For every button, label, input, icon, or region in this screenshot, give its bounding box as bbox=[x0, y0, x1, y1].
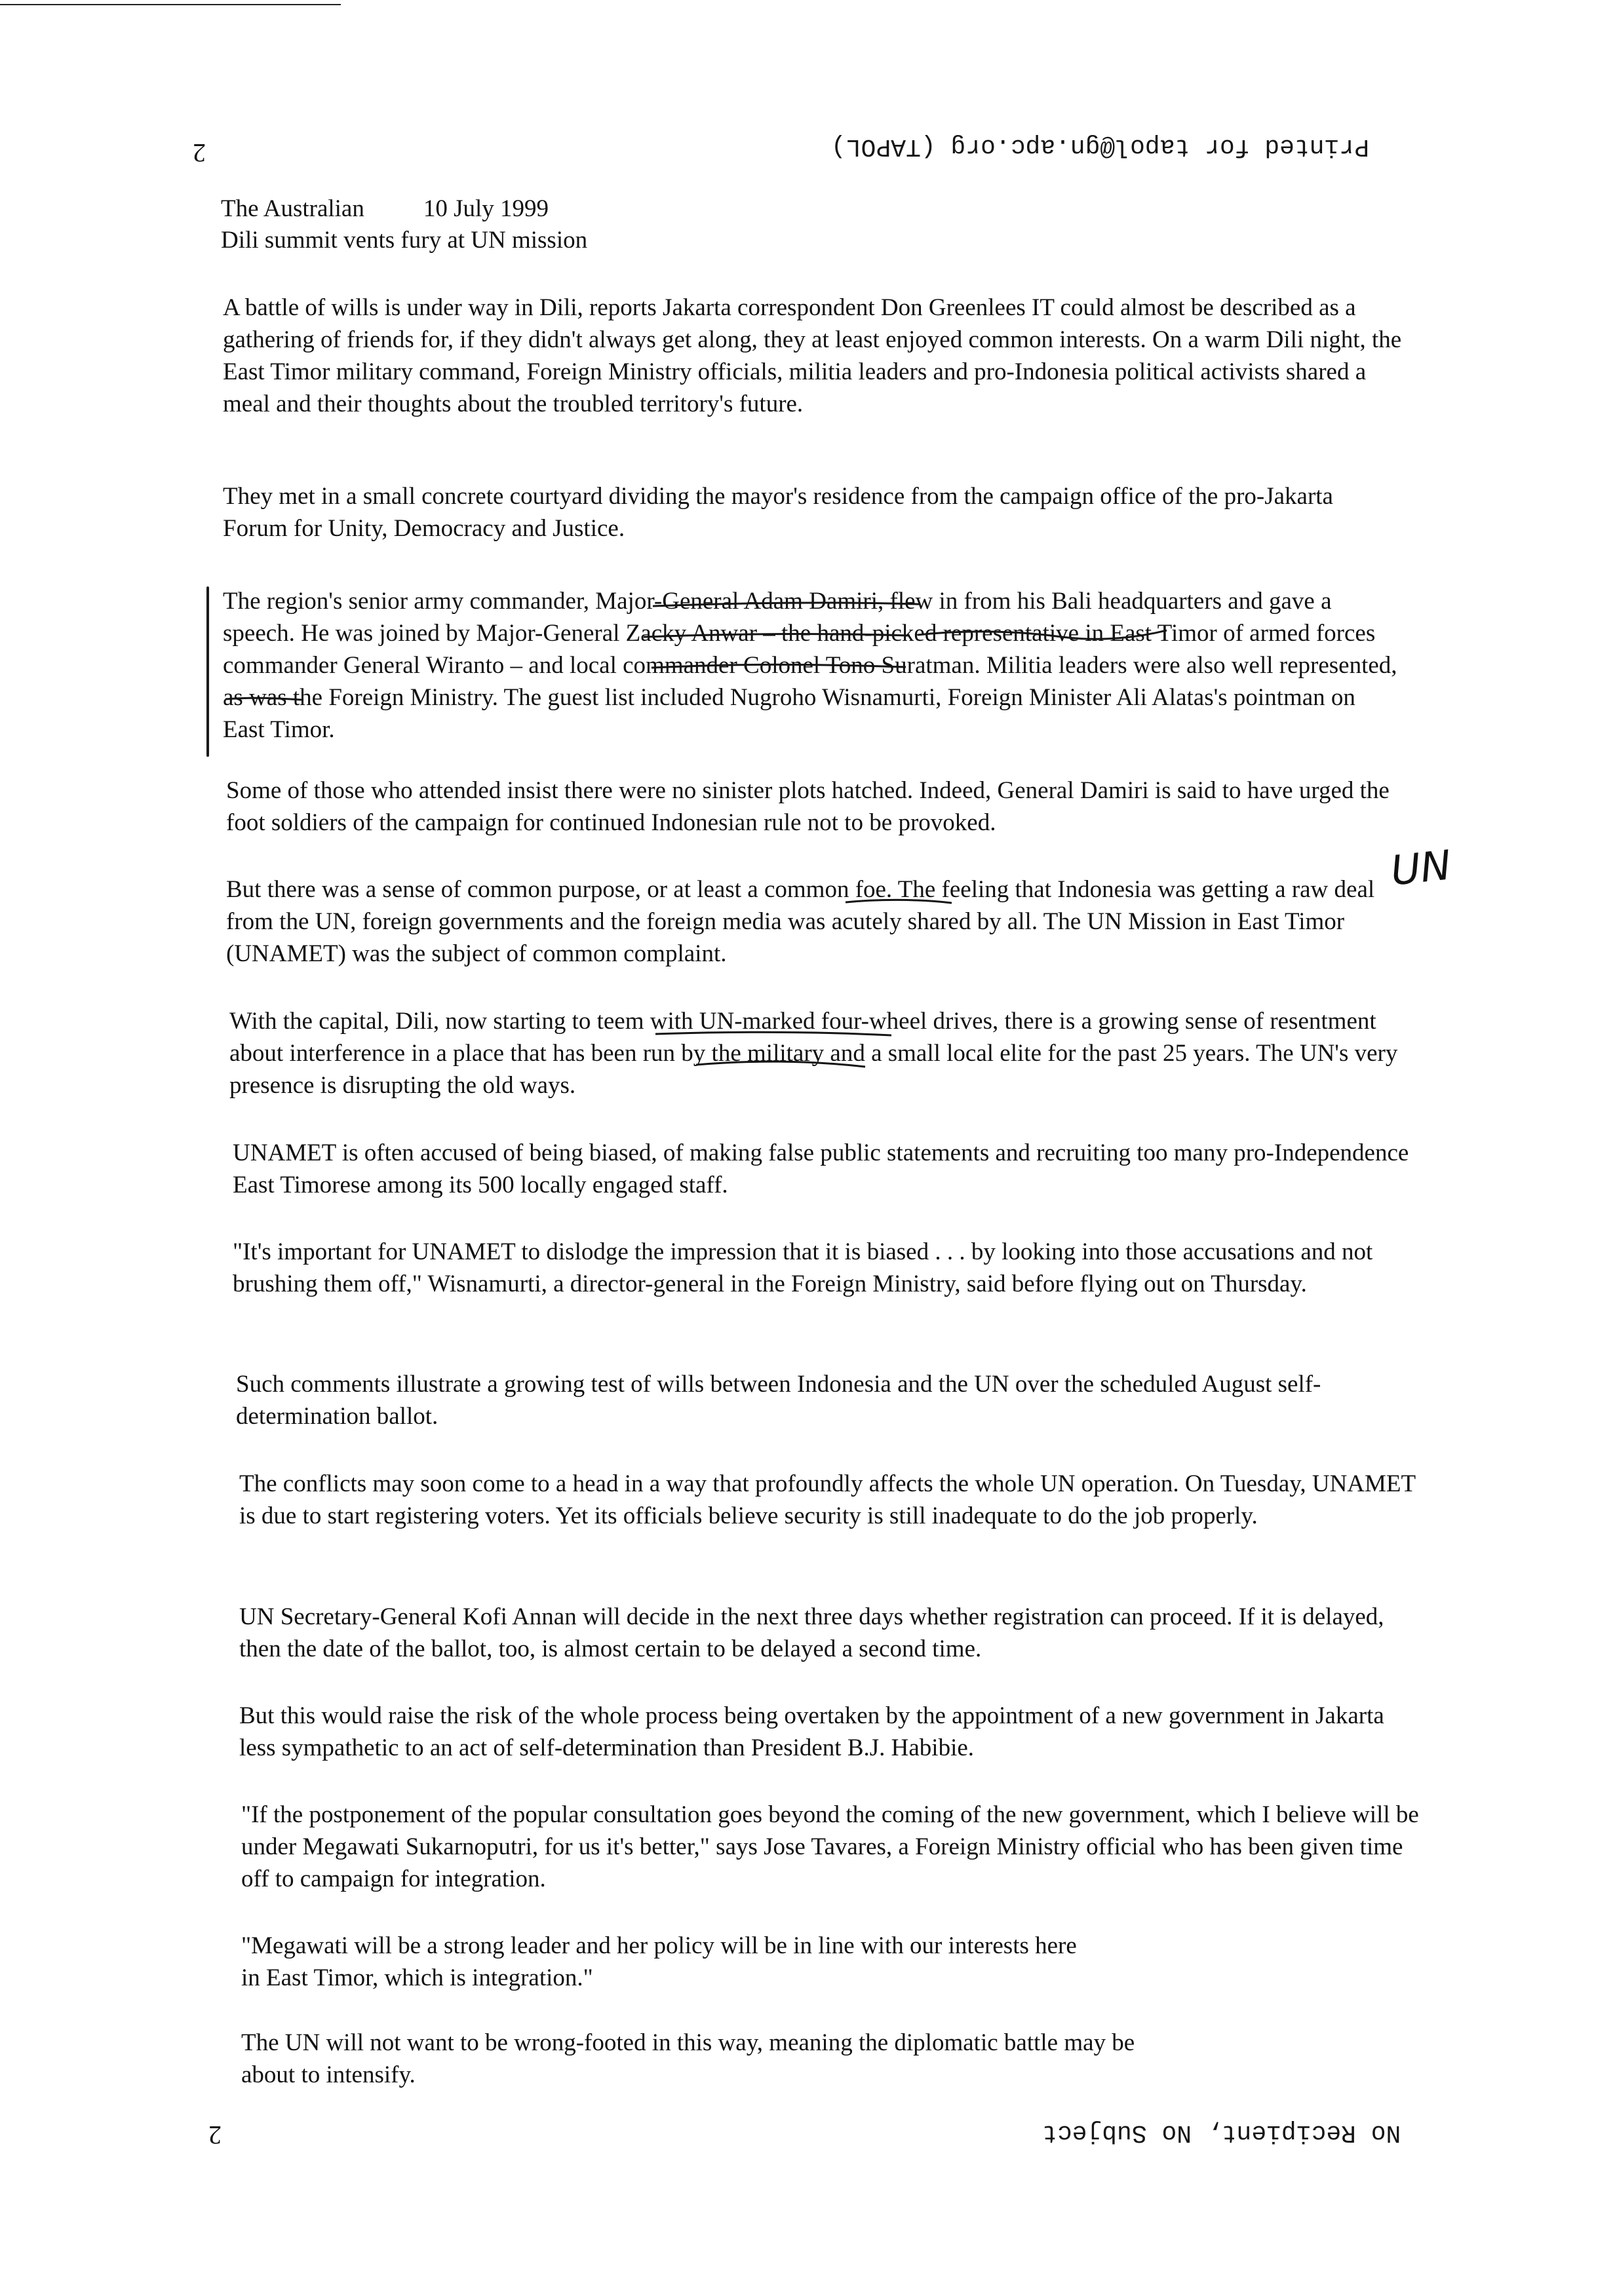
handwritten-margin-note: UN bbox=[1388, 841, 1454, 895]
paragraph-13: "If the postponement of the popular consultation goes beyond the coming of the new government, which I believe will be under Megawati Sukarnoputri, for us it's better," says Jose Tavares, a Foreign Ministry official who has been given time off to campaign for integration. bbox=[241, 1801, 1419, 1892]
paragraph-9: Such comments illustrate a growing test of wills between Indonesia and the UN over the scheduled August self-determination ballot. bbox=[236, 1371, 1321, 1430]
printed-for-header: Printed for tapol@gn.apc.org (TAPOL) bbox=[831, 132, 1369, 161]
underline-hand-picked bbox=[918, 630, 1167, 639]
paragraph-11: UN Secretary-General Kofi Annan will decide in the next three days whether registration can proceed. If it is delayed, then the date of the ballot, too, is almost certain to be delayed a second time. bbox=[239, 1603, 1384, 1662]
paragraph-15: The UN will not want to be wrong-footed in this way, meaning the diplomatic battle may be about to intensify. bbox=[241, 2029, 1135, 2088]
paragraph-6: With the capital, Dili, now starting to teem with UN-marked four-wheel drives, there is a growing sense of resentment about interference in a place that has been run by the military and a small local elite for the past 25 years. The UN's very presence is disrupting the old ways. bbox=[229, 1008, 1398, 1099]
underline-damiri bbox=[653, 603, 919, 606]
underline-wiranto bbox=[652, 664, 906, 668]
underline-in-a-place bbox=[696, 1062, 865, 1067]
paragraph-7: UNAMET is often accused of being biased, of making false public statements and recruiting too many pro-Independence East Timorese among its 500 locally engaged staff. bbox=[233, 1139, 1409, 1198]
bottom-page-number: 2 bbox=[208, 2120, 222, 2150]
paragraph-1: A battle of wills is under way in Dili, reports Jakarta correspondent Don Greenlees IT could almost be described as a gathering of friends for, if they didn't always get along, they at least enjoyed common interests. On a warm Dili night, the East Timor military command, Foreign Ministry officials, militia leaders and pro-Indonesia political activists shared a meal and their thoughts about the troubled territory's future. bbox=[223, 294, 1402, 417]
underline-teem-with bbox=[655, 1032, 891, 1035]
article-date: 10 July 1999 bbox=[423, 195, 549, 222]
underline-anwar bbox=[644, 634, 910, 637]
underline-suratman bbox=[225, 698, 302, 700]
paragraph-8: "It's important for UNAMET to dislodge the impression that it is biased . . . by looking into those accusations and not brushing them off," Wisnamurti, a director-general in the Foreign Ministry, said before flying out on Thursday. bbox=[233, 1238, 1373, 1297]
underline-common-foe bbox=[846, 900, 952, 903]
paragraph-12: But this would raise the risk of the whole process being overtaken by the appointment of a new government in Jakarta less sympathetic to an act of self-determination than President B.J. Habibie. bbox=[239, 1702, 1384, 1761]
paragraph-4: Some of those who attended insist there were no sinister plots hatched. Indeed, General Damiri is said to have urged the foot soldiers of the campaign for continued Indonesian rule not to be provoked. bbox=[226, 777, 1390, 836]
paragraph-5: But there was a sense of common purpose, or at least a common foe. The feeling that Indonesia was getting a raw deal from the UN, foreign governments and the foreign media was acutely shared by all. The UN Mission in East Timor (UNAMET) was the subject of common complaint. bbox=[226, 876, 1375, 967]
paragraph-3: The region's senior army commander, Major-General Adam Damiri, flew in from his Bali headquarters and gave a speech. He was joined by Major-General Zacky Anwar – the hand-picked representative in East Timor of armed forces commander General Wiranto – and local commander Colonel Tono Suratman. Militia leaders were also well represented, as was the Foreign Ministry. The guest list included Nugroho Wisnamurti, Foreign Minister Ali Alatas's pointman on East Timor. bbox=[223, 588, 1397, 743]
source-name: The Australian bbox=[221, 195, 364, 222]
recipient-footer: No Recipient, No Subject bbox=[1042, 2118, 1401, 2147]
paragraph-10: The conflicts may soon come to a head in a way that profoundly affects the whole UN operation. On Tuesday, UNAMET is due to start registering voters. Yet its officials believe security is still inadequate to do the job properly. bbox=[239, 1470, 1416, 1529]
top-page-number: 2 bbox=[193, 138, 206, 168]
paragraph-14: "Megawati will be a strong leader and her policy will be in line with our interests here in East Timor, which is integration." bbox=[241, 1932, 1077, 1991]
paragraph-2: They met in a small concrete courtyard dividing the mayor's residence from the campaign office of the pro-Jakarta Forum for Unity, Democracy and Justice. bbox=[223, 483, 1333, 542]
article-headline: Dili summit vents fury at UN mission bbox=[221, 227, 588, 254]
